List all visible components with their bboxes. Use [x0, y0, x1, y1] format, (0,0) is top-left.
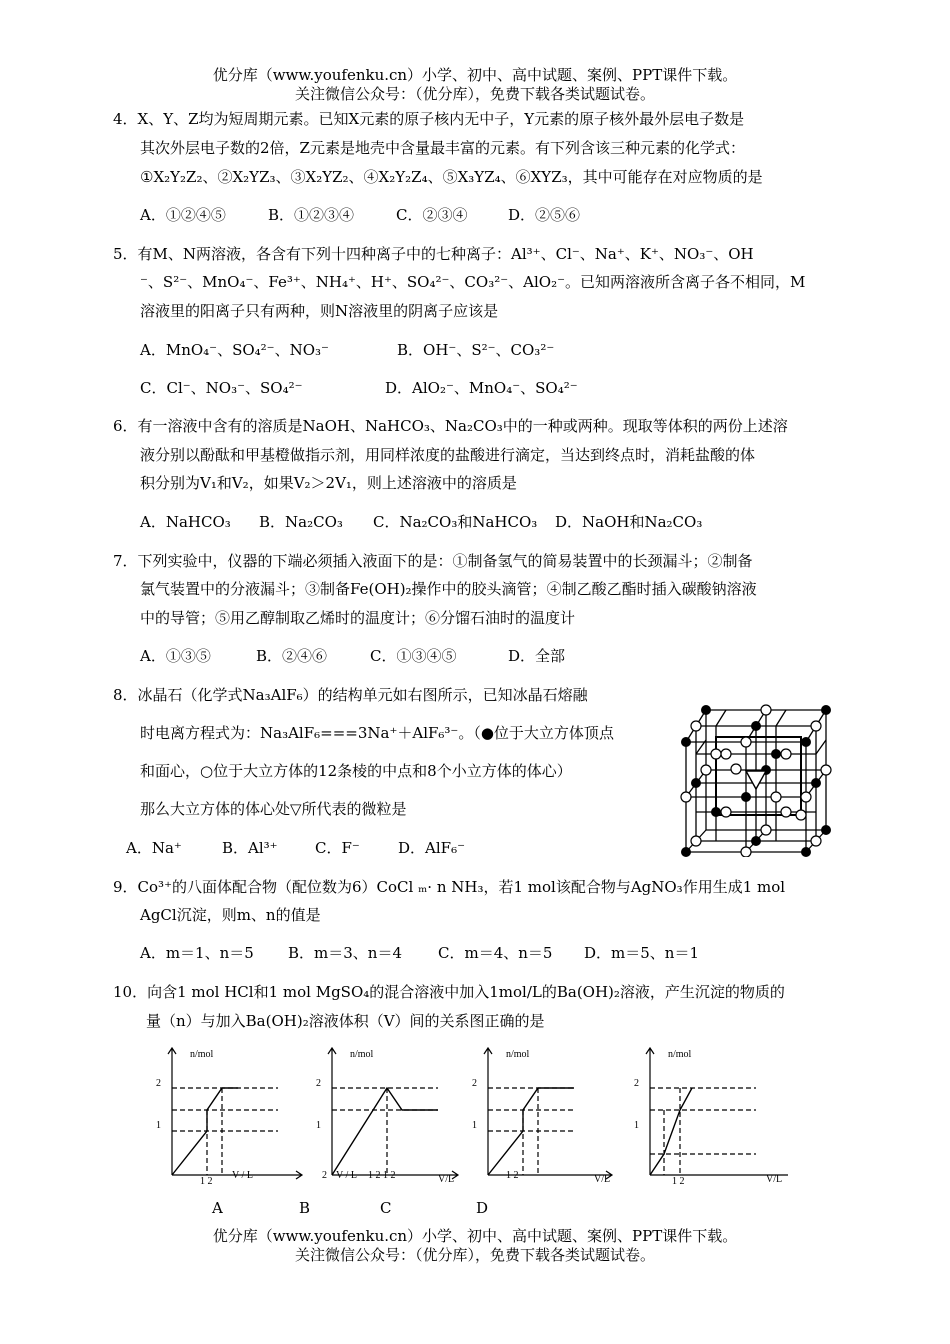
- q8-line1: 8．冰晶石（化学式Na₃AlF₆）的结构单元如右图所示，已知冰晶石熔融: [113, 686, 588, 704]
- q5-option-c: C．Cl⁻、NO₃⁻、SO₄²⁻: [140, 379, 303, 397]
- graph-c: [466, 1042, 626, 1187]
- graph-c-xticks: 1 2: [506, 1170, 519, 1181]
- graph-c-y1: 1: [472, 1120, 477, 1131]
- q6-option-c: C．Na₂CO₃和NaHCO₃: [373, 513, 538, 531]
- graph-a-label: A: [212, 1199, 223, 1217]
- q5-line1: 5．有M、N两溶液，各含有下列十四种离子中的七种离子：Al³⁺、Cl⁻、Na⁺、K⁺、NO₃⁻、OH: [113, 245, 754, 263]
- graph-c-y2: 2: [472, 1078, 477, 1089]
- graph-a-y1: 1: [156, 1120, 161, 1131]
- graph-b-ylabel: n/mol: [350, 1049, 374, 1060]
- graph-c-label: C: [380, 1199, 392, 1217]
- q9-option-b: B．m＝3、n＝4: [288, 944, 402, 962]
- q6-line3: 积分别为V₁和V₂，如果V₂＞2V₁，则上述溶液中的溶质是: [140, 474, 517, 492]
- q4-line3: ①X₂Y₂Z₂、②X₂YZ₃、③X₂YZ₂、④X₂Y₂Z₄、⑤X₃YZ₄、⑥XYZ₃，其中可能存在对应物质的是: [140, 168, 763, 186]
- q9-line1: 9．Co³⁺的八面体配合物（配位数为6）CoCl ₘ· n NH₃，若1 mol该配合物与AgNO₃作用生成1 mol: [113, 878, 786, 896]
- page-footer-line1: 优分库（www.youfenku.cn）小学、初中、高中试题、案例、PPT课件下载。: [212, 1227, 738, 1245]
- graph-b: [310, 1042, 470, 1187]
- q4-option-b: B．①②③④: [268, 206, 355, 224]
- q10-line1: 10．向含1 mol HCl和1 mol MgSO₄的混合溶液中加入1mol/L的Ba(OH)₂溶液，产生沉淀的物质的: [113, 983, 785, 1001]
- page-footer-line2: 关注微信公众号：（优分库），免费下载各类试题试卷。: [294, 1246, 655, 1264]
- graph-b-xlabel: V/L: [438, 1174, 455, 1185]
- q5-option-b: B．OH⁻、S²⁻、CO₃²⁻: [397, 341, 555, 359]
- q5-option-a: A．MnO₄⁻、SO₄²⁻、NO₃⁻: [140, 341, 329, 359]
- graph-c-xlabel: V/L: [594, 1174, 611, 1185]
- q6-option-b: B．Na₂CO₃: [259, 513, 343, 531]
- q5-line3: 溶液里的阳离子只有两种，则N溶液里的阴离子应该是: [140, 302, 499, 320]
- graph-a-xlabel: V / L: [232, 1170, 253, 1181]
- graph-c-ylabel: n/mol: [506, 1049, 530, 1060]
- graph-d: [628, 1042, 788, 1187]
- graph-a-ylabel: n/mol: [190, 1049, 214, 1060]
- q7-line2: 氯气装置中的分液漏斗；③制备Fe(OH)₂操作中的胶头滴管；④制乙酸乙酯时插入碳酸钠溶液: [140, 580, 757, 598]
- graph-d-ylabel: n/mol: [668, 1049, 692, 1060]
- q4-option-a: A．①②④⑤: [140, 206, 226, 224]
- graph-d-xticks: 1 2: [672, 1176, 685, 1187]
- q9-option-c: C．m＝4、n＝5: [438, 944, 553, 962]
- q8-option-b: B．Al³⁺: [222, 839, 278, 857]
- q7-line3: 中的导管；⑤用乙醇制取乙烯时的温度计；⑥分馏石油时的温度计: [140, 609, 576, 627]
- q6-option-d: D．NaOH和Na₂CO₃: [555, 513, 703, 531]
- q4-line2: 其次外层电子数的2倍，Z元素是地壳中含量最丰富的元素。有下列含该三种元素的化学式：: [140, 139, 745, 157]
- q8-line3: 和面心，○位于大立方体的12条棱的中点和8个小立方体的体心）: [140, 762, 572, 780]
- q5-line2: ⁻、S²⁻、MnO₄⁻、Fe³⁺、NH₄⁺、H⁺、SO₄²⁻、CO₃²⁻、AlO₂⁻。已知两溶液所含离子各不相同，M: [140, 273, 806, 291]
- page-header-line2: 关注微信公众号：（优分库），免费下载各类试题试卷。: [294, 85, 655, 103]
- q4-option-c: C．②③④: [396, 206, 468, 224]
- q7-option-a: A．①③⑤: [140, 647, 211, 665]
- q8-line4: 那么大立方体的体心处▽所代表的微粒是: [140, 800, 407, 818]
- graph-b-y2: 2: [316, 1078, 321, 1089]
- q7-option-b: B．②④⑥: [256, 647, 328, 665]
- graph-d-y1: 1: [634, 1120, 639, 1131]
- graph-d-xlabel: V/L: [766, 1174, 783, 1185]
- q6-line2: 液分别以酚酞和甲基橙做指示剂，用同样浓度的盐酸进行滴定，当达到终点时，消耗盐酸的体: [140, 446, 756, 464]
- graph-a-y2: 2: [156, 1078, 161, 1089]
- q7-line1: 7．下列实验中，仪器的下端必须插入液面下的是：①制备氢气的简易装置中的长颈漏斗；②制备: [113, 552, 753, 570]
- graph-a-xticks: 1 2: [200, 1176, 213, 1187]
- q9-option-a: A．m＝1、n＝5: [140, 944, 254, 962]
- page-header-line1: 优分库（www.youfenku.cn）小学、初中、高中试题、案例、PPT课件下载。: [212, 66, 738, 84]
- q5-option-d: D．AlO₂⁻、MnO₄⁻、SO₄²⁻: [385, 379, 578, 397]
- graph-a: [150, 1042, 310, 1187]
- graph-b-y1: 1: [316, 1120, 321, 1131]
- q6-line1: 6．有一溶液中含有的溶质是NaOH、NaHCO₃、Na₂CO₃中的一种或两种。现取等体积的两份上述溶: [113, 417, 788, 435]
- q7-option-d: D．全部: [508, 647, 566, 665]
- q4-option-d: D．②⑤⑥: [508, 206, 581, 224]
- q8-option-a: A．Na⁺: [126, 839, 182, 857]
- q6-option-a: A．NaHCO₃: [140, 513, 231, 531]
- q4-line1: 4．X、Y、Z均为短周期元素。已知X元素的原子核内无中子，Y元素的原子核外最外层电子数是: [113, 110, 745, 128]
- graph-d-y2: 2: [634, 1078, 639, 1089]
- q8-option-c: C．F⁻: [315, 839, 360, 857]
- q8-option-d: D．AlF₆⁻: [398, 839, 465, 857]
- graph-b-xticks: 1 2 1 2: [368, 1170, 396, 1181]
- q8-line2: 时电离方程式为：Na₃AlF₆===3Na⁺＋AlF₆³⁻。（●位于大立方体顶点: [140, 724, 614, 742]
- q9-option-d: D．m＝5、n＝1: [584, 944, 699, 962]
- q7-option-c: C．①③④⑤: [370, 647, 457, 665]
- graph-b-xlabel0: V / L: [336, 1170, 357, 1181]
- graph-b-xtick0: 2: [322, 1170, 327, 1181]
- q10-line2: 量（n）与加入Ba(OH)₂溶液体积（V）间的关系图正确的是: [146, 1012, 545, 1030]
- cryolite-structure-diagram: [676, 697, 836, 857]
- graph-b-label: B: [299, 1199, 311, 1217]
- q9-line2: AgCl沉淀，则m、n的值是: [140, 906, 321, 924]
- graph-d-label: D: [476, 1199, 489, 1217]
